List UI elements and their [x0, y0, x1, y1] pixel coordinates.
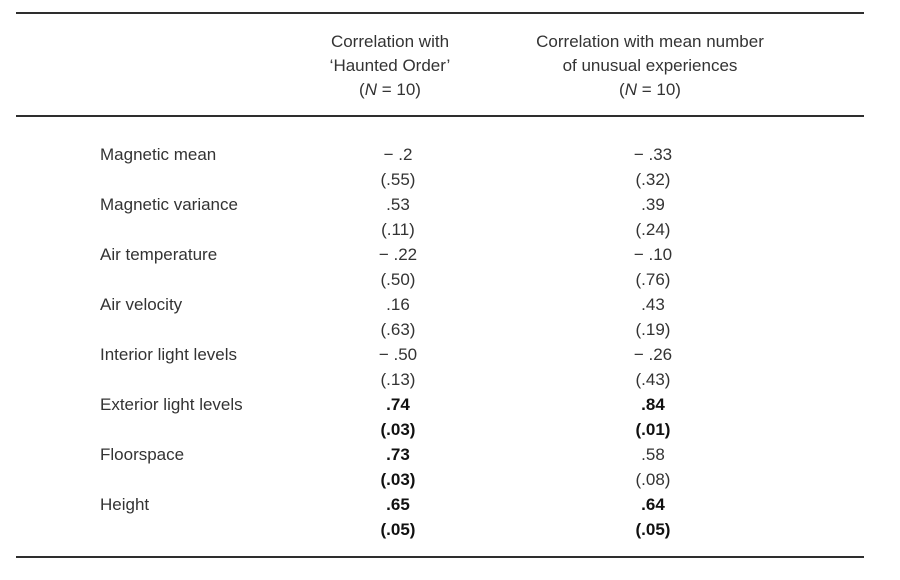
correlation-value: − .33 [633, 145, 673, 164]
row-label: Magnetic variance [100, 195, 238, 214]
correlation-value: .53 [386, 195, 410, 214]
p-value: (.13) [380, 370, 416, 389]
table-row [0, 142, 900, 192]
table-row [0, 342, 900, 392]
column-header-line: Correlation with mean number [536, 32, 764, 51]
column-header-line: Correlation with [330, 32, 450, 51]
unusual-experiences-cell [593, 142, 713, 192]
p-value: (.19) [635, 320, 671, 339]
table-row [0, 192, 900, 242]
unusual-experiences-cell [593, 342, 713, 392]
header-rule [16, 115, 864, 117]
row-label: Magnetic mean [100, 145, 217, 164]
column-header-line: of unusual experiences [562, 56, 738, 75]
haunted-order-cell [338, 442, 458, 492]
column-header-line: ‘Haunted Order’ [329, 56, 451, 75]
column-header-haunted-order [290, 30, 490, 102]
haunted-order-cell [338, 392, 458, 442]
correlation-value: .39 [641, 195, 665, 214]
p-value: (.01) [635, 420, 671, 439]
n-symbol: N [364, 80, 377, 99]
table-row [0, 392, 900, 442]
table-row [0, 242, 900, 292]
n-value: = 10 [636, 80, 676, 99]
row-label: Air velocity [100, 295, 183, 314]
table-row [0, 492, 900, 542]
row-label: Height [100, 495, 150, 514]
haunted-order-cell [338, 292, 458, 342]
p-value: (.43) [635, 370, 671, 389]
p-value: (.32) [635, 170, 671, 189]
haunted-order-cell [338, 192, 458, 242]
p-value: (.76) [635, 270, 671, 289]
p-value: (.03) [380, 470, 416, 489]
unusual-experiences-cell [593, 492, 713, 542]
p-value: (.24) [635, 220, 671, 239]
correlation-value: − .22 [378, 245, 418, 264]
correlation-value: .73 [386, 445, 410, 464]
unusual-experiences-cell [593, 292, 713, 342]
top-rule [16, 12, 864, 14]
bottom-rule [16, 556, 864, 558]
row-label: Floorspace [100, 445, 185, 464]
table-row [0, 442, 900, 492]
row-label: Air temperature [100, 245, 218, 264]
p-value: (.11) [381, 220, 415, 239]
n-symbol: N [624, 80, 637, 99]
unusual-experiences-cell [593, 392, 713, 442]
correlation-value: − .10 [633, 245, 673, 264]
correlation-value: .16 [386, 295, 410, 314]
haunted-order-cell [338, 142, 458, 192]
correlation-value: .74 [386, 395, 410, 414]
column-header-unusual-experiences [500, 30, 800, 102]
unusual-experiences-cell [593, 442, 713, 492]
p-value: (.50) [380, 270, 416, 289]
unusual-experiences-cell [593, 242, 713, 292]
n-value: = 10 [376, 80, 416, 99]
p-value: (.05) [380, 520, 416, 539]
correlation-value: .84 [641, 395, 665, 414]
haunted-order-cell [338, 492, 458, 542]
correlation-value: .65 [386, 495, 410, 514]
correlation-value: .58 [641, 445, 665, 464]
row-label: Interior light levels [100, 345, 238, 364]
correlation-value: .43 [641, 295, 665, 314]
table-row [0, 292, 900, 342]
column-header-n: (N = 10) [359, 80, 421, 99]
correlation-value: .64 [641, 495, 665, 514]
p-value: (.63) [380, 320, 416, 339]
correlation-value: − .50 [378, 345, 418, 364]
unusual-experiences-cell [593, 192, 713, 242]
column-header-n: (N = 10) [619, 80, 681, 99]
p-value: (.55) [380, 170, 416, 189]
row-label: Exterior light levels [100, 395, 243, 414]
correlation-value: − .26 [633, 345, 673, 364]
correlation-value: − .2 [383, 145, 413, 164]
p-value: (.03) [380, 420, 416, 439]
p-value: (.05) [635, 520, 671, 539]
haunted-order-cell [338, 342, 458, 392]
haunted-order-cell [338, 242, 458, 292]
p-value: (.08) [635, 470, 671, 489]
